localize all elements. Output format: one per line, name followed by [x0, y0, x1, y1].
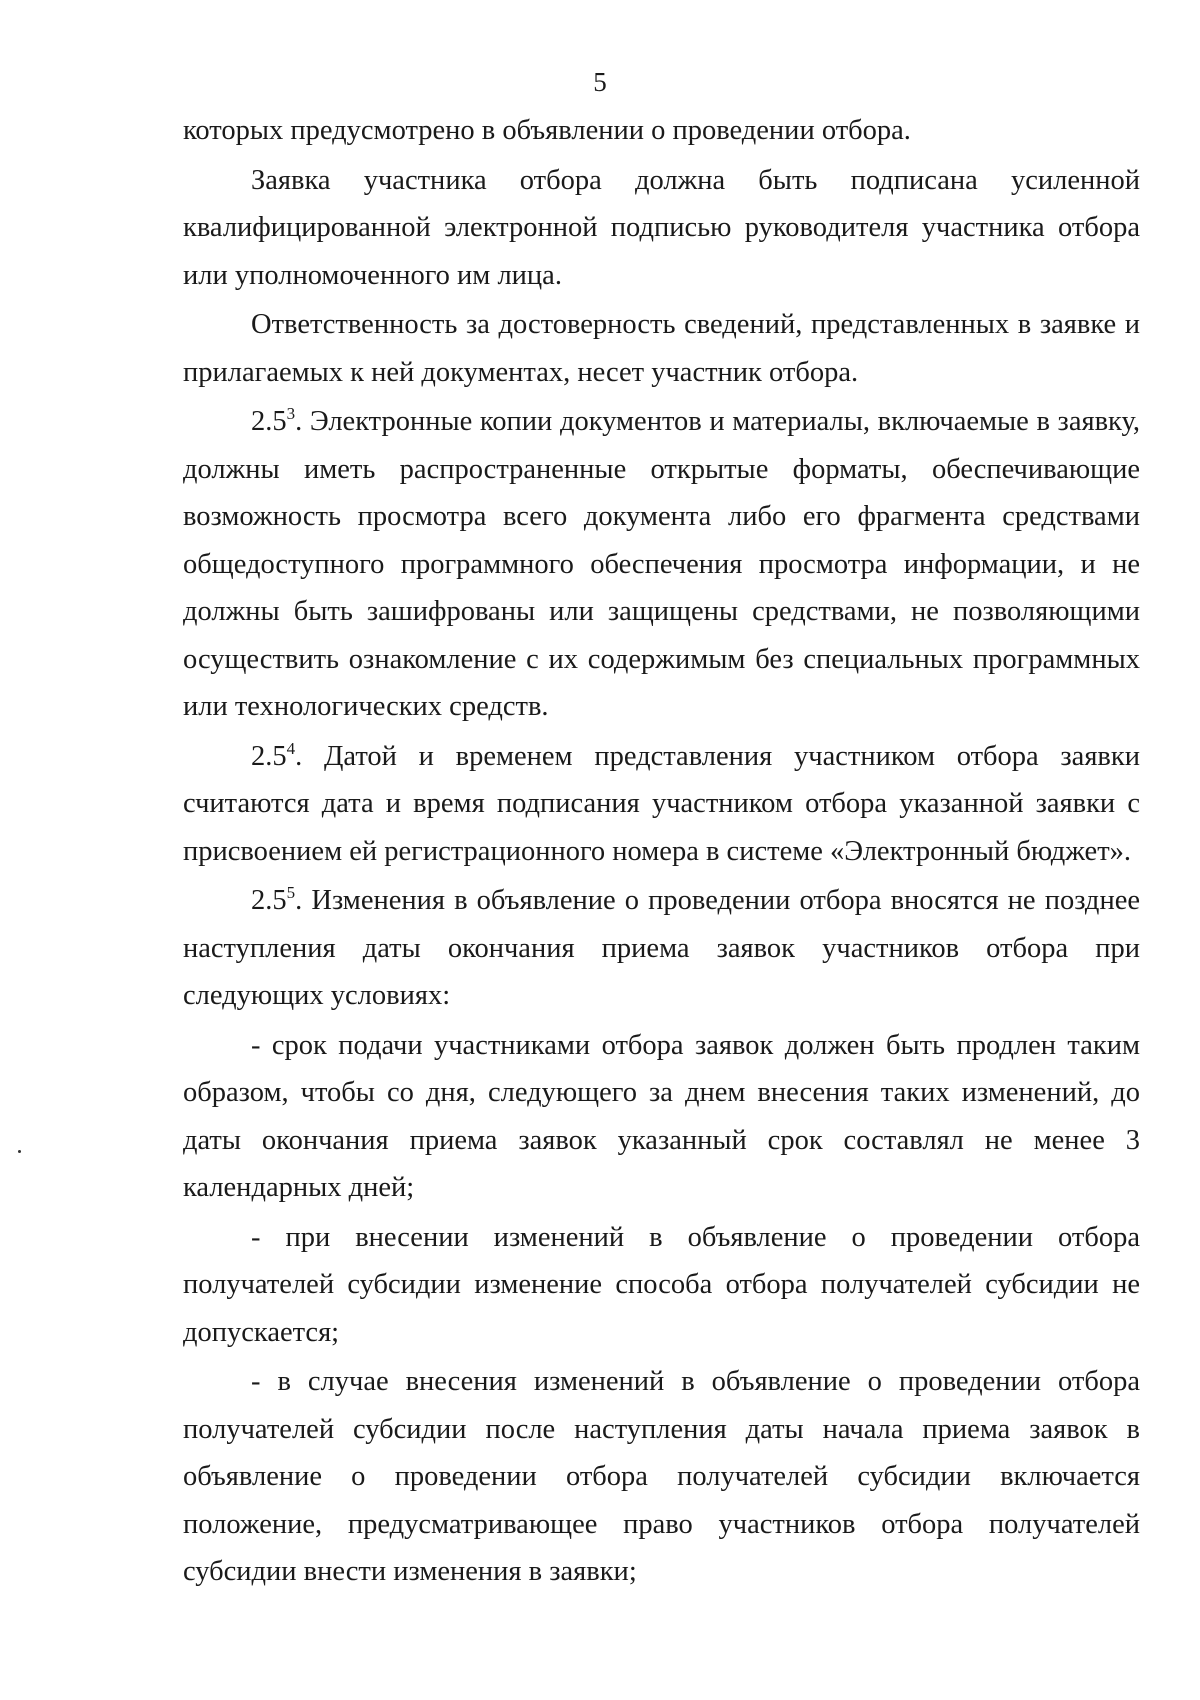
paragraph-clause-2-5-3 [183, 398, 1140, 731]
clause-number: 2.5 [251, 740, 287, 772]
paragraph-clause-2-5-4 [183, 733, 1140, 876]
clause-number: 2.5 [251, 406, 287, 437]
document-body [183, 107, 1140, 1596]
clause-superscript: 3 [286, 404, 296, 423]
clause-number: 2.5 [251, 885, 287, 916]
paragraph-text: которых предусмотрено в объявлении о проведении отбора. [183, 115, 911, 146]
paragraph-text: . Датой и временем представления участником отбора заявки считаются дата и время подписания участником отбора указанной заявки с присвоением ей регистрационного номера в системе «Электронный бюджет». [183, 740, 1140, 867]
paragraph-text: - срок подачи участниками отбора заявок должен быть продлен таким образом, чтобы со дня, следующего за днем внесения таких изменений, до даты окончания приема заявок указанный срок составлял не менее 3 календарных дней; [183, 1029, 1140, 1203]
paragraph-signature-requirement [183, 157, 1140, 300]
paragraph-continuation [183, 107, 1140, 155]
paragraph-text: - при внесении изменений в объявление о проведении отбора получателей субсидии изменение способа отбора получателей субсидии не допускается; [183, 1221, 1140, 1348]
page-number: 5 [593, 67, 607, 97]
scan-speck [18, 1150, 21, 1153]
list-item-method-unchanged [183, 1214, 1140, 1357]
paragraph-text: Ответственность за достоверность сведений, представленных в заявке и прилагаемых к ней документах, несет участник отбора. [183, 309, 1140, 388]
list-item-right-to-amend [183, 1358, 1140, 1596]
clause-superscript: 5 [286, 883, 296, 902]
paragraph-text: - в случае внесения изменений в объявление о проведении отбора получателей субсидии после наступления даты начала приема заявок в объявление о проведении отбора получателей субсидии включается положение, предусматривающее право участников отбора получателей субсидии внести изменения в заявки; [183, 1366, 1140, 1587]
paragraph-text: . Изменения в объявление о проведении отбора вносятся не позднее наступления даты окончания приема заявок участников отбора при следующих условиях: [183, 885, 1140, 1011]
list-item-deadline-extension [183, 1022, 1140, 1212]
clause-superscript: 4 [286, 738, 296, 758]
paragraph-clause-2-5-5 [183, 877, 1140, 1020]
paragraph-responsibility [183, 301, 1140, 396]
paragraph-text: Заявка участника отбора должна быть подписана усиленной квалифицированной электронной подписью руководителя участника отбора или уполномоченного им лица. [183, 164, 1140, 291]
paragraph-text: . Электронные копии документов и материалы, включаемые в заявку, должны иметь распространенные открытые форматы, обеспечивающие возможность просмотра всего документа либо его фрагмента средствами общедоступного программного обеспечения просмотра информации, и не должны быть зашифрованы или защищены средствами, не позволяющими осуществить ознакомление с их содержимым без специальных программных или технологических средств. [183, 406, 1140, 722]
